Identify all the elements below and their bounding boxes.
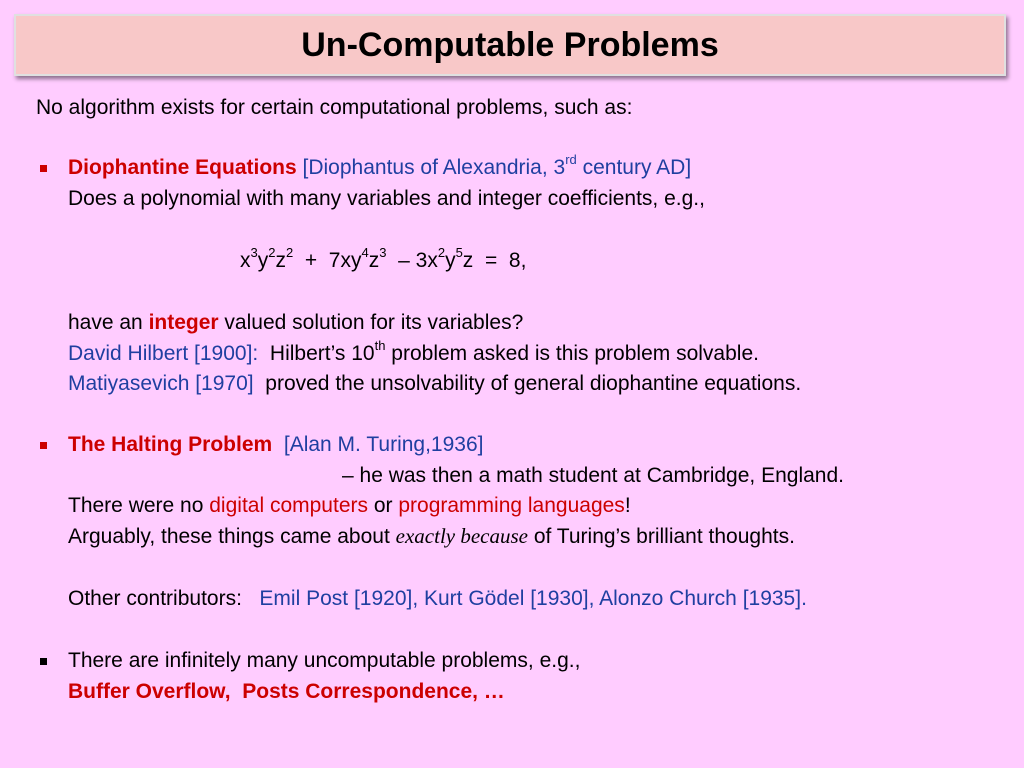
- diophantine-heading: Diophantine Equations: [68, 156, 297, 179]
- examples-line: Buffer Overflow, Posts Correspondence, …: [68, 680, 505, 703]
- matiyasevich-name: Matiyasevich [1970]: [68, 372, 254, 395]
- diophantine-citation: [Diophantus of Alexandria, 3rd century AD]: [302, 152, 692, 179]
- bullet-icon: [40, 165, 47, 172]
- turing-student-line: – he was then a math student at Cambridge, England.: [342, 464, 844, 487]
- bullet-icon: [40, 442, 47, 449]
- polynomial-equation: $x^3y^2z^2 + 7xy^4z^3 - 3x^2y^5z = 8$,: [240, 245, 527, 272]
- arguably-line: Arguably, these things came about exactly because of Turing’s brilliant thoughts.: [68, 524, 795, 548]
- integer-question: have an integer valued solution for its variables?: [68, 311, 524, 334]
- page-title: Un-Computable Problems: [301, 25, 719, 64]
- hilbert-line: David Hilbert [1900]: Hilbert’s 10th problem asked is this problem solvable.: [68, 338, 759, 365]
- infinite-problems-line: There are infinitely many uncomputable problems, e.g.,: [68, 649, 581, 672]
- matiyasevich-line: Matiyasevich [1970] proved the unsolvability of general diophantine equations.: [68, 372, 802, 395]
- hilbert-name: David Hilbert [1900]:: [68, 342, 259, 365]
- no-computers-line: There were no digital computers or programming languages!: [68, 494, 631, 517]
- halting-heading-line: [68, 430, 483, 460]
- bullet-icon: [40, 658, 47, 665]
- halting-heading: The Halting Problem: [68, 433, 273, 456]
- intro-text: No algorithm exists for certain computational problems, such as:: [36, 96, 633, 119]
- diophantine-question: Does a polynomial with many variables and integer coefficients, e.g.,: [68, 187, 705, 210]
- contributors-names: Emil Post [1920], Kurt Gödel [1930], Alonzo Church [1935].: [259, 587, 807, 610]
- diophantine-heading-line: [68, 153, 691, 183]
- contributors-line: Other contributors: Emil Post [1920], Kurt Gödel [1930], Alonzo Church [1935].: [68, 587, 807, 610]
- halting-citation: [Alan M. Turing,1936]: [283, 433, 484, 456]
